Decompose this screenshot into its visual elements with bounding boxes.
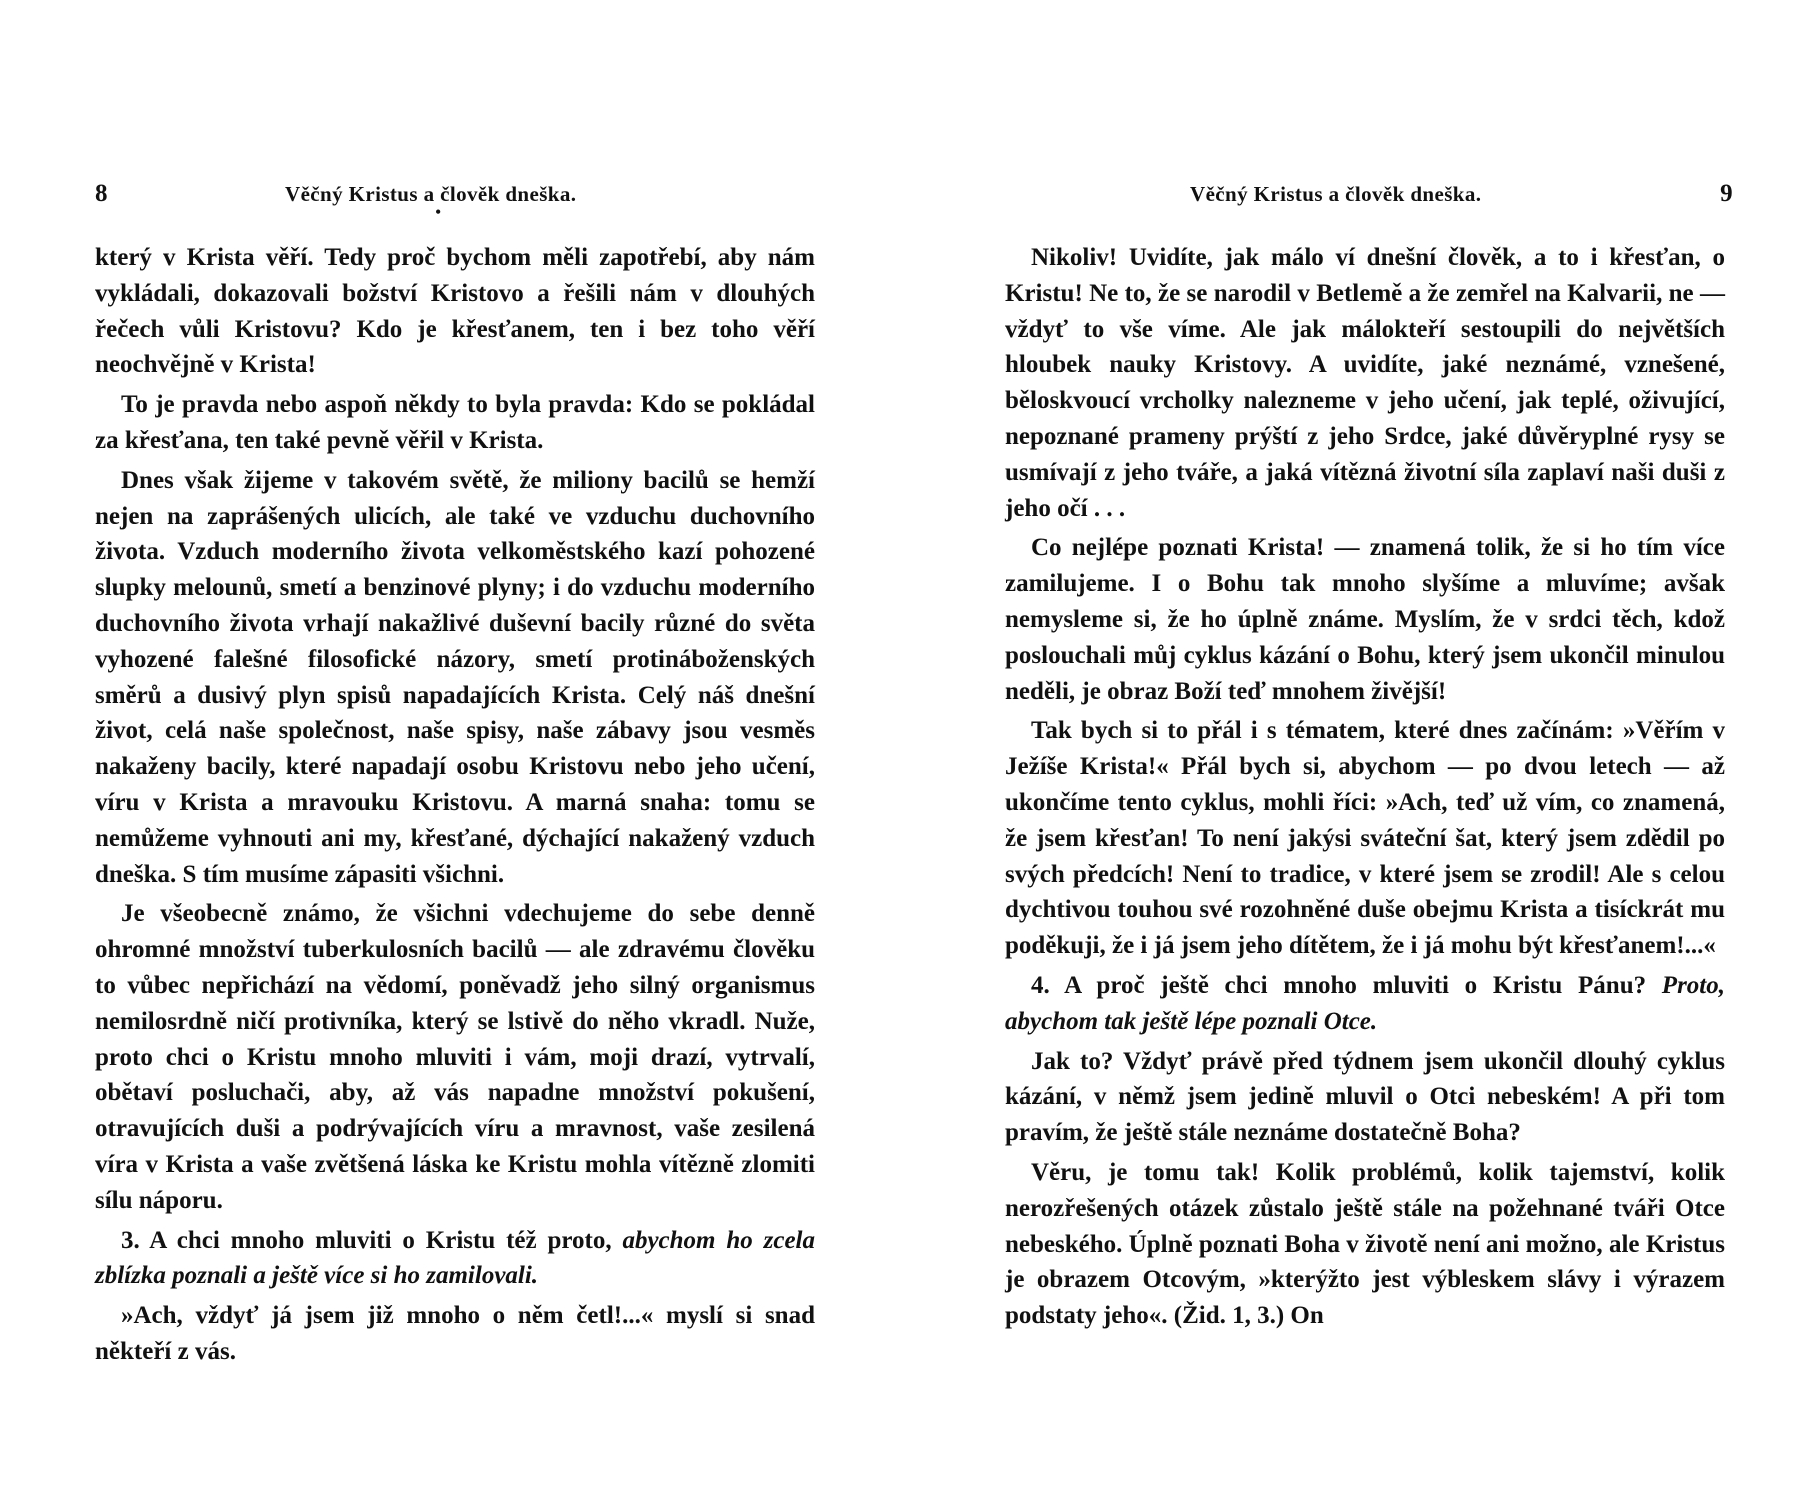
body-text xyxy=(95,240,815,1374)
paragraph: Jak to? Vždyť právě před týdnem jsem ukončil dlouhý cyklus kázání, v němž jsem jedině mluvil o Otci nebeském! A při tom pravím, že ještě stále neznáme dostatečně Boha? xyxy=(1005,1047,1725,1147)
paragraph: Věru, je tomu tak! Kolik problémů, kolik tajemství, kolik nerozřešených otázek zůstalo ještě stále na požehnané tváři Otce nebeského. Úplně poznati Boha v životě není ani možno, ale Kristus je obrazem Otcovým, »kterýžto jest výbleskem slávy i výrazem podstaty jeho«. (Žid. 1, 3.) On xyxy=(1005,1158,1725,1330)
paragraph-emphasis: abychom ho zcela zblízka poznali a ještě více si ho zamilovali. xyxy=(95,1226,815,1290)
paragraph: Tak bych si to přál i s tématem, které dnes začínám: »Věřím v Ježíše Krista!« Přál bych si, abychom — po dvou letech — až ukončíme tento cyklus, mohli říci: »Ach, teď už vím, co znamená, že jsem křesťan! To není jakýsi sváteční šat, který jsem zdědil po svých předcích! Není to tradice, v které jsem se zrodil! Ale s celou dychtivou touhou své rozohněné duše obejmu Krista a tisíckrát mu poděkuji, že i já jsem jeho dítětem, že i já mohu být křesťanem!...« xyxy=(1005,717,1725,960)
running-head xyxy=(95,180,815,220)
paragraph: Nikoliv! Uvidíte, jak málo ví dnešní člověk, a to i křesťan, o Kristu! Ne to, že se narodil v Betlemě a že zemřel na Kalvarii, ne — vždyť to vše víme. Ale jak málokteří sestoupili do největších hloubek nauky Kristovy. A uvidíte, jaké neznámé, vznešené, běloskvoucí vrcholky nalezneme v jeho učení, jak teplé, oživující, nepoznané prameny prýští z jeho Srdce, jaké důvěryplné rysy se usmívají z jeho tváře, a jaká vítězná životní síla zaplaví naši duši z jeho očí . . . xyxy=(1005,244,1725,522)
running-head xyxy=(1005,180,1733,220)
ink-dot: • xyxy=(435,202,442,222)
running-head-title: Věčný Kristus a člověk dneška. xyxy=(1190,182,1482,206)
left-page xyxy=(95,0,815,1500)
right-page xyxy=(1005,0,1733,1500)
paragraph-emphasis: Proto, abychom tak ještě lépe poznali Otce. xyxy=(1005,971,1725,1035)
paragraph: Je všeobecně známo, že všichni vdechujeme do sebe denně ohromné množství tuberkulosních bacilů — ale zdravému člověku to vůbec nepřichází na vědomí, poněvadž jeho silný organismus nemilosrdně ničí protivníka, který se lstivě do něho vkradl. Nuže, proto chci o Kristu mnoho mluviti i vám, moji drazí, vytrvalí, obětaví posluchači, aby, až vás napadne množství pokušení, otravujících duši a podrývajících víru a mravnost, vaše zesilená víra v Krista a vaše zvětšená láska ke Kristu mohla vítězně zlomiti sílu náporu. xyxy=(95,900,815,1214)
paragraph xyxy=(95,1223,815,1295)
paragraph xyxy=(1005,968,1725,1040)
page-number: 9 xyxy=(1720,180,1733,207)
paragraph-lead: 4. A proč ještě chci mnoho mluviti o Kristu Pánu? xyxy=(1031,971,1662,999)
body-text xyxy=(1005,240,1725,1338)
paragraph: To je pravda nebo aspoň někdy to byla pravda: Kdo se pokládal za křesťana, ten také pevně věřil v Krista. xyxy=(95,391,815,454)
paragraph-lead: 3. A chci mnoho mluviti o Kristu též proto, xyxy=(121,1226,623,1254)
paragraph: Dnes však žijeme v takovém světě, že miliony bacilů se hemží nejen na zaprášených ulicích, ale také ve vzduchu duchovního života. Vzduch moderního života velkoměstského kazí pohozené slupky melounů, smetí a benzinové plyny; i do vzduchu moderního duchovního života vrhají nakažlivé duševní bacily různé do světa vyhozené falešné filosofické názory, smetí protináboženských směrů a dusivý plyn spisů napadajících Krista. Celý náš dnešní život, celá naše společnost, naše spisy, naše zábavy jsou vesměs nakaženy bacily, které napadají osobu Kristovu nebo jeho učení, víru v Krista a mravouku Kristovu. A marná snaha: tomu se nemůžeme vyhnouti ani my, křesťané, dýchající nakažený vzduch dneška. S tím musíme zápasiti všichni. xyxy=(95,466,815,888)
running-head-title: Věčný Kristus a člověk dneška. xyxy=(285,182,577,206)
paragraph: který v Krista věří. Tedy proč bychom měli zapotřebí, aby nám vykládali, dokazovali božství Kristovo a řešili nám v dlouhých řečech vůli Kristovu? Kdo je křesťanem, ten i bez toho věří neochvějně v Krista! xyxy=(95,244,815,379)
page-number: 8 xyxy=(95,180,108,207)
paragraph: Co nejlépe poznati Krista! — znamená tolik, že si ho tím více zamilujeme. I o Bohu tak mnoho slyšíme a mluvíme; avšak nemysleme si, že ho úplně známe. Myslím, že v srdci těch, kdož poslouchali můj cyklus kázání o Bohu, který jsem ukončil minulou neděli, je obraz Boží teď mnohem živější! xyxy=(1005,534,1725,705)
paragraph: »Ach, vždyť já jsem již mnoho o něm četl!...« myslí si snad někteří z vás. xyxy=(95,1302,815,1365)
